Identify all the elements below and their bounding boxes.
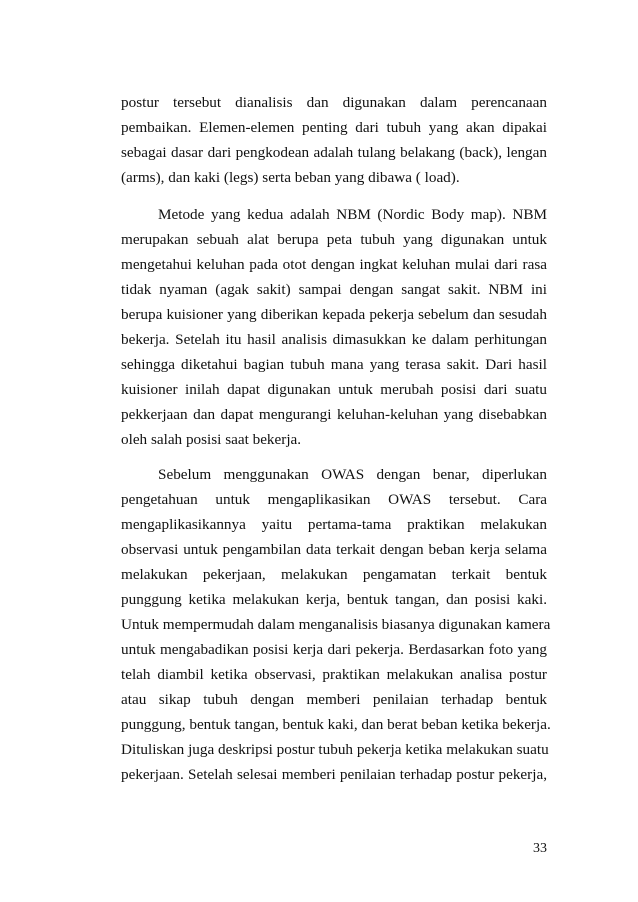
body-text-line: mengetahui keluhan pada otot dengan ingkat keluhan mulai dari rasa — [121, 256, 547, 273]
body-text-line: (arms), dan kaki (legs) serta beban yang dibawa ( load). — [121, 169, 460, 186]
body-text-line: telah diambil ketika observasi, praktikan melakukan analisa postur — [121, 666, 547, 683]
body-text-line: melakukan pekerjaan, melakukan pengamatan terkait bentuk — [121, 566, 547, 583]
body-text-line: merupakan sebuah alat berupa peta tubuh yang digunakan untuk — [121, 231, 547, 248]
body-text-line: atau sikap tubuh dengan memberi penilaian terhadap bentuk — [121, 691, 547, 708]
body-text-line: Dituliskan juga deskripsi postur tubuh pekerja ketika melakukan suatu — [121, 741, 549, 758]
body-text-line: pengetahuan untuk mengaplikasikan OWAS tersebut. Cara — [121, 491, 547, 508]
body-text-line: mengaplikasikannya yaitu pertama-tama praktikan melakukan — [121, 516, 547, 533]
body-text-line: observasi untuk pengambilan data terkait dengan beban kerja selama — [121, 541, 547, 558]
body-text-line: kuisioner inilah dapat digunakan untuk merubah posisi dari suatu — [121, 381, 547, 398]
body-text-line: pekkerjaan dan dapat mengurangi keluhan-keluhan yang disebabkan — [121, 406, 547, 423]
body-text-line: Metode yang kedua adalah NBM (Nordic Body map). NBM — [158, 206, 547, 223]
body-text-line: Untuk mempermudah dalam menganalisis biasanya digunakan kamera — [121, 616, 551, 633]
page-number: 33 — [533, 841, 547, 856]
body-text-line: berupa kuisioner yang diberikan kepada pekerja sebelum dan sesudah — [121, 306, 547, 323]
body-text-line: postur tersebut dianalisis dan digunakan dalam perencanaan — [121, 94, 547, 111]
body-text-line: sehingga diketahui bagian tubuh mana yang terasa sakit. Dari hasil — [121, 356, 547, 373]
body-text-line: punggung, bentuk tangan, bentuk kaki, dan berat beban ketika bekerja. — [121, 716, 551, 733]
body-text-line: sebagai dasar dari pengkodean adalah tulang belakang (back), lengan — [121, 144, 547, 161]
body-text-line: untuk mengabadikan posisi kerja dari pekerja. Berdasarkan foto yang — [121, 641, 547, 658]
body-text-line: Sebelum menggunakan OWAS dengan benar, diperlukan — [158, 466, 547, 483]
body-text-line: bekerja. Setelah itu hasil analisis dimasukkan ke dalam perhitungan — [121, 331, 547, 348]
body-text-line: punggung ketika melakukan kerja, bentuk tangan, dan posisi kaki. — [121, 591, 547, 608]
body-text-line: tidak nyaman (agak sakit) sampai dengan sangat sakit. NBM ini — [121, 281, 547, 298]
body-text-line: pembaikan. Elemen-elemen penting dari tubuh yang akan dipakai — [121, 119, 547, 136]
body-text-line: oleh salah posisi saat bekerja. — [121, 431, 302, 448]
body-text-line: pekerjaan. Setelah selesai memberi penilaian terhadap postur pekerja, — [121, 766, 547, 783]
